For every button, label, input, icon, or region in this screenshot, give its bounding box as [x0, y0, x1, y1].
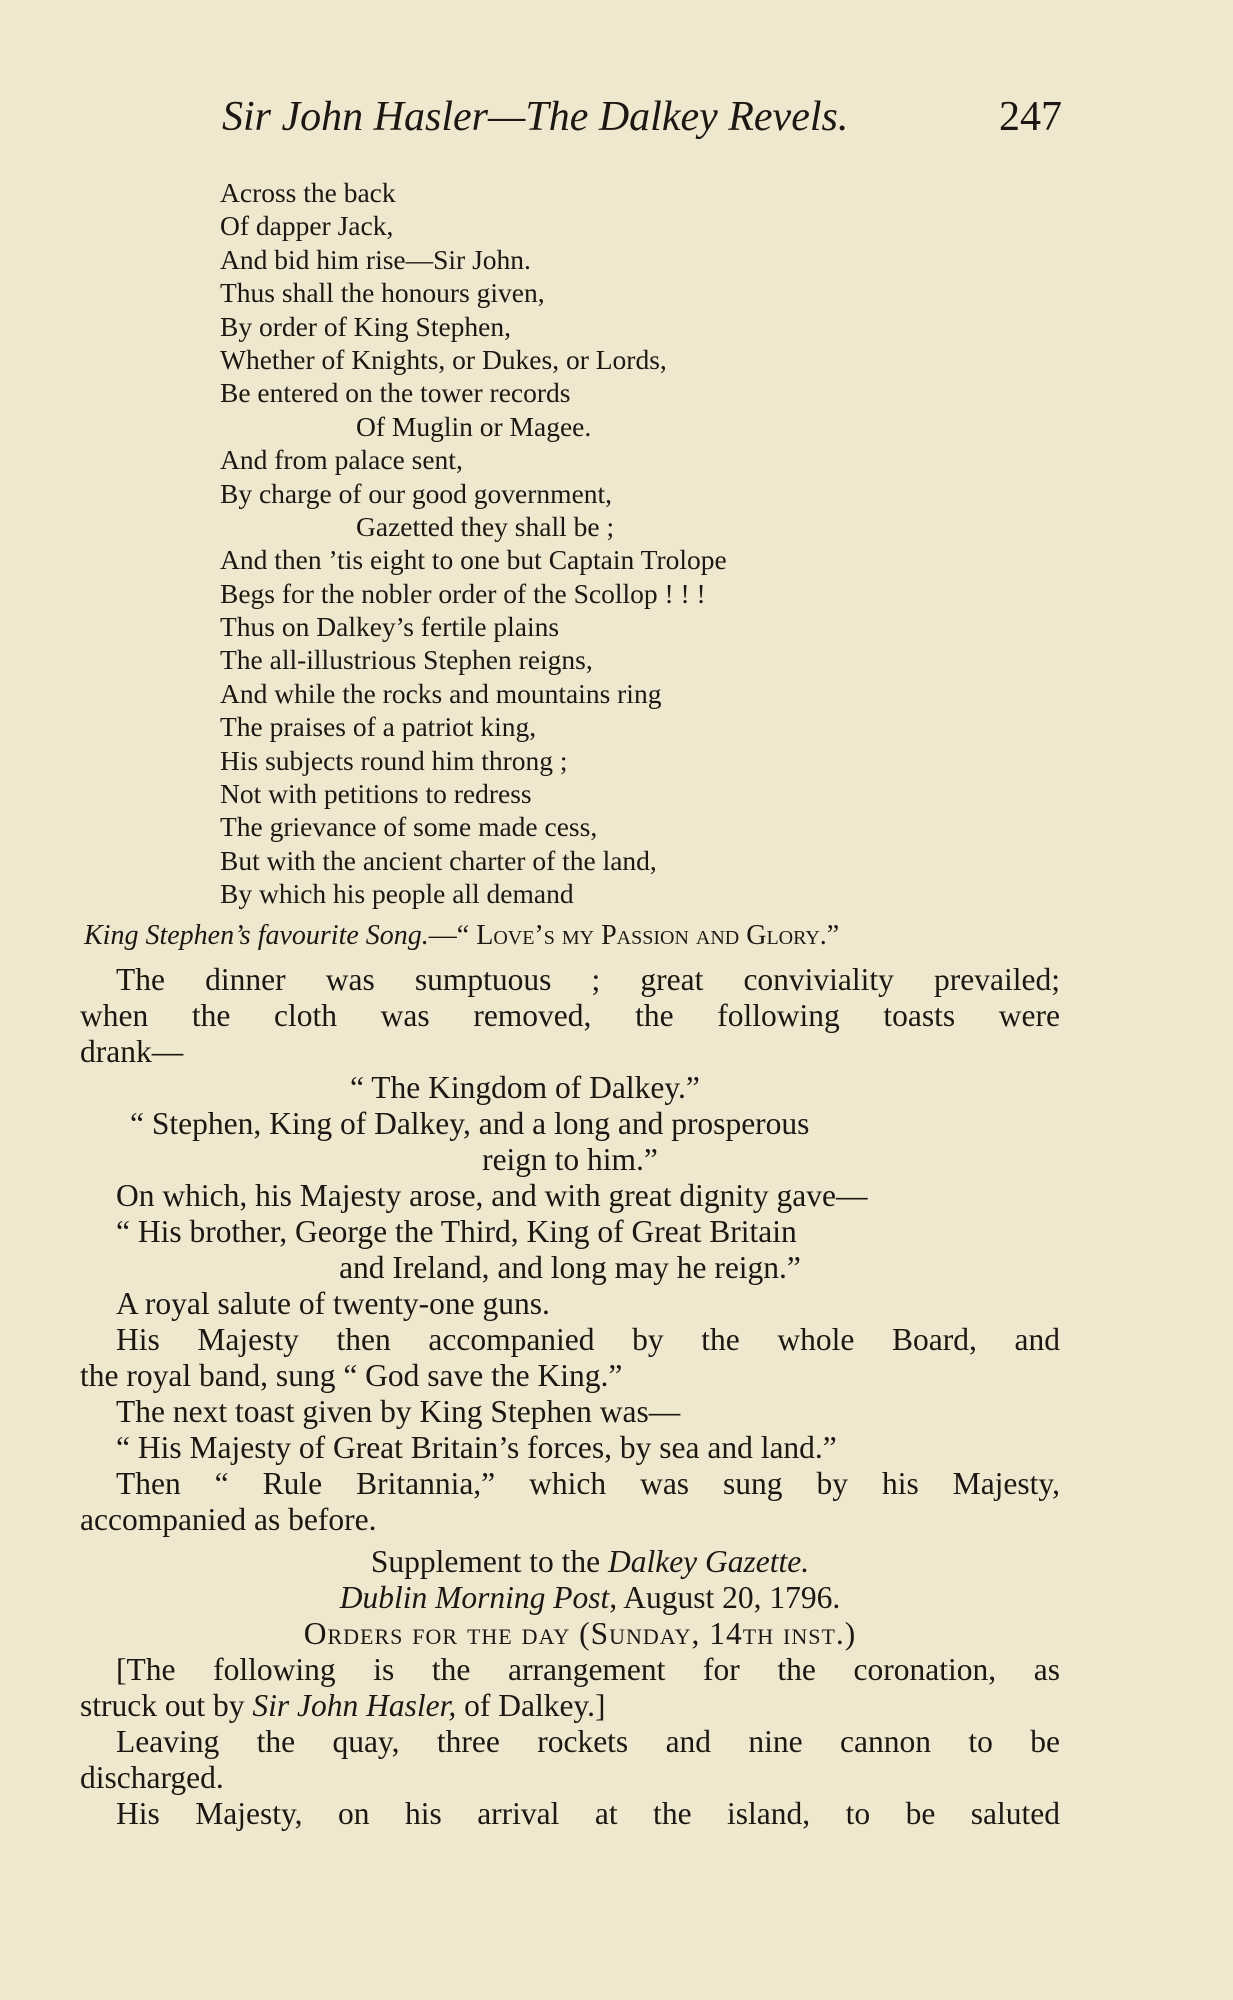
orders-heading: Orders for the day (Sunday, 14th inst.) [303, 1616, 857, 1651]
verse-line: Gazetted they shall be ; [356, 510, 615, 542]
verse-line: And bid him rise—Sir John. [220, 243, 531, 275]
prose-line: His Majesty, on his arrival at the island, to be saluted [116, 1796, 1060, 1831]
supplement-heading [80, 1544, 1060, 1580]
verse-line: Begs for the nobler order of the Scollop ! ! ! [220, 577, 706, 609]
toast-line: and Ireland, and long may he reign.” [339, 1250, 801, 1285]
page-number: 247 [999, 94, 1062, 140]
toast-line: “ His Majesty of Great Britain’s forces, by sea and land.” [116, 1430, 837, 1465]
song-attribution [84, 918, 1064, 954]
verse-line: Thus on Dalkey’s fertile plains [220, 611, 560, 643]
verse-line: His subjects round him throng ; [220, 744, 568, 776]
newspaper-dateline [80, 1580, 1060, 1616]
newspaper-date: August 20, 1796. [617, 1580, 841, 1615]
prose-fragment: of Dalkey.] [456, 1688, 606, 1723]
prose-line: discharged. [80, 1760, 224, 1795]
prose-line: On which, his Majesty arose, and with great dignity gave— [116, 1178, 868, 1213]
verse-line: Of Muglin or Magee. [356, 410, 592, 442]
verse-line: And while the rocks and mountains ring [220, 677, 662, 709]
prose-line: Leaving the quay, three rockets and nine cannon to be [116, 1724, 1060, 1759]
prose-line: His Majesty then accompanied by the whole Board, and [116, 1322, 1060, 1357]
supplement-text: Supplement to the [370, 1544, 608, 1579]
verse-line: By charge of our good government, [220, 477, 613, 509]
running-header [222, 92, 1062, 142]
song-dash: — [428, 920, 457, 951]
prose-line: when the cloth was removed, the following toasts were [80, 998, 1060, 1033]
person-name: Sir John Hasler, [252, 1688, 457, 1723]
verse-line: Of dapper Jack, [220, 210, 394, 242]
toast-line: “ Stephen, King of Dalkey, and a long and prosperous [130, 1106, 810, 1141]
verse-line: Whether of Knights, or Dukes, or Lords, [220, 343, 667, 375]
song-title: “ Love’s my Passion and Glory.” [456, 920, 840, 951]
verse-line: The praises of a patriot king, [220, 711, 537, 743]
verse-line: By which his people all demand [220, 878, 574, 910]
verse-line: By order of King Stephen, [220, 310, 511, 342]
song-label: King Stephen’s favourite Song. [84, 920, 429, 951]
toast-line: “ His brother, George the Third, King of Great Britain [116, 1214, 797, 1249]
prose-line: A royal salute of twenty-one guns. [116, 1286, 550, 1321]
verse-line: Across the back [220, 177, 396, 208]
prose-text [80, 962, 1060, 1832]
newspaper-name: Dublin Morning Post, [339, 1580, 618, 1615]
verse-stanza [220, 176, 980, 911]
verse-line: Thus shall the honours given, [220, 277, 545, 309]
verse-line: But with the ancient charter of the land, [220, 844, 657, 876]
verse-line: And from palace sent, [220, 444, 463, 476]
prose-line: [The following is the arrangement for the coronation, as [116, 1652, 1060, 1687]
toast-line: reign to him.” [482, 1142, 658, 1177]
gazette-name: Dalkey Gazette. [607, 1544, 810, 1579]
prose-line: the royal band, sung “ God save the King.” [80, 1358, 623, 1393]
prose-line [80, 1688, 1060, 1724]
prose-line: drank— [80, 1034, 184, 1069]
prose-line: Then “ Rule Britannia,” which was sung by his Majesty, [116, 1466, 1060, 1501]
prose-line: The next toast given by King Stephen was— [116, 1394, 681, 1429]
prose-line: accompanied as before. [80, 1502, 377, 1537]
prose-fragment: struck out by [80, 1688, 253, 1723]
verse-line: The all-illustrious Stephen reigns, [220, 644, 593, 676]
toast-line: “ The Kingdom of Dalkey.” [350, 1070, 700, 1105]
prose-line: The dinner was sumptuous ; great conviviality prevailed; [116, 962, 1060, 997]
verse-line: And then ’tis eight to one but Captain Trolope [220, 544, 727, 576]
running-title: Sir John Hasler—The Dalkey Revels. [222, 94, 849, 140]
verse-line: The grievance of some made cess, [220, 811, 598, 843]
verse-line: Be entered on the tower records [220, 377, 571, 409]
verse-line: Not with petitions to redress [220, 778, 532, 810]
